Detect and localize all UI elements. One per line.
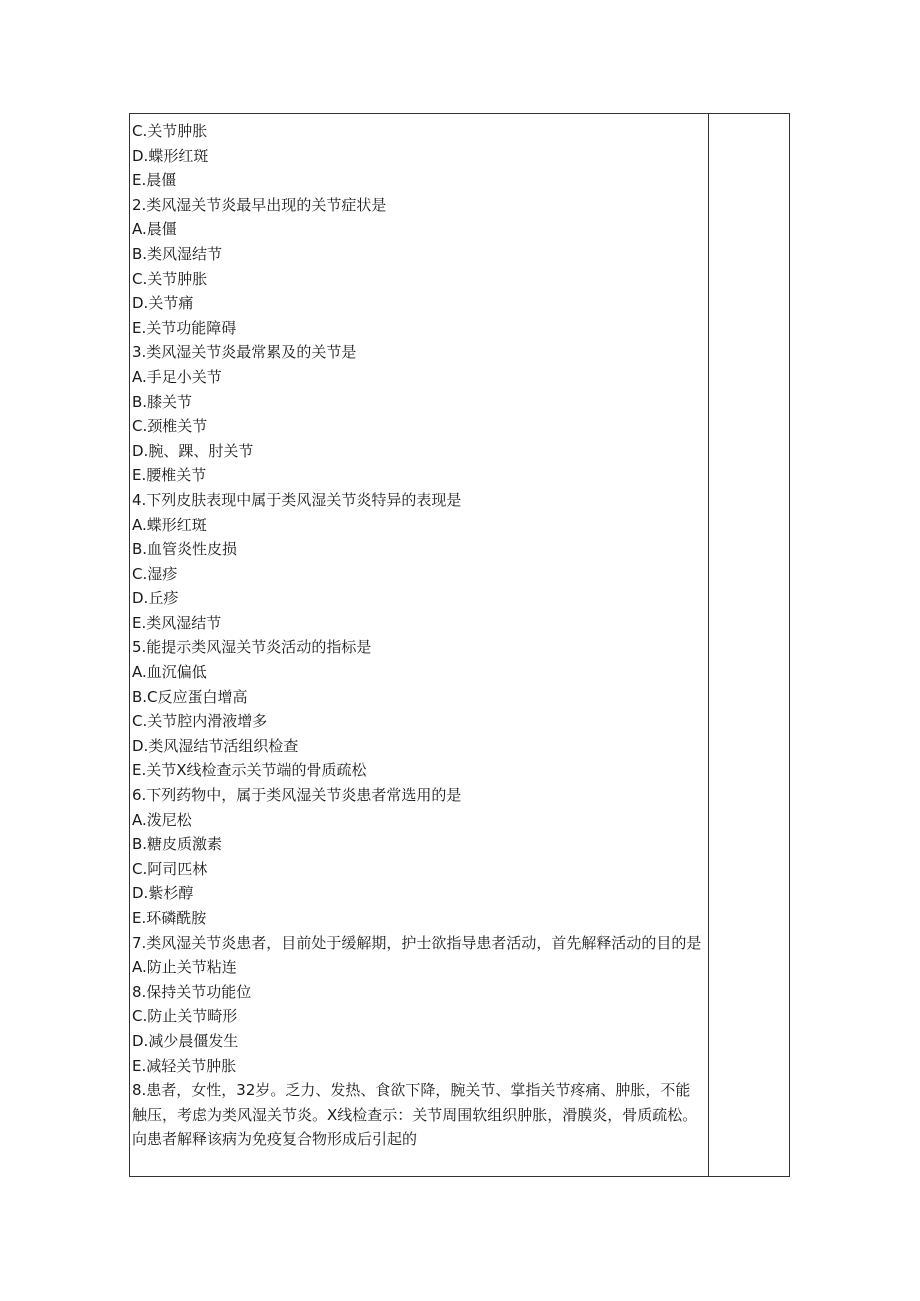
- question-cell: [130, 114, 709, 1176]
- text-line: D.腕、踝、肘关节: [132, 441, 254, 460]
- text-line: C.关节腔内滑液增多: [132, 712, 268, 731]
- question-stem: 6.下列药物中，属于类风湿关节炎患者常选用的是: [132, 786, 462, 805]
- text-line: C.颈椎关节: [132, 417, 208, 436]
- text-line: A.防止关节粘连: [132, 958, 237, 977]
- text-line: C.湿疹: [132, 564, 178, 583]
- question-stem: 3.类风湿关节炎最常累及的关节是: [132, 343, 357, 362]
- text-line: E.腰椎关节: [132, 466, 207, 485]
- text-line: 8.保持关节功能位: [132, 982, 252, 1001]
- text-line: E.类风湿结节: [132, 613, 222, 632]
- text-line: B.C反应蛋白增高: [132, 687, 248, 706]
- question-stem: 8.患者，女性，32岁。乏力、发热、食欲下降，腕关节、掌指关节疼痛、肿胀，不能触压，考虑为类风湿关节炎。X线检查示：关节周围软组织肿胀，滑膜炎，骨质疏松。向患者解释该病为免疫复合物形成后引起的: [132, 1081, 698, 1149]
- question-stem: 4.下列皮肤表现中属于类风湿关节炎特异的表现是: [132, 490, 462, 509]
- text-line: A.泼尼松: [132, 810, 192, 829]
- text-line: E.关节功能障碍: [132, 318, 237, 337]
- text-line: C.关节肿胀: [132, 122, 208, 140]
- text-line: B.膝关节: [132, 392, 193, 411]
- text-line: E.减轻关节肿胀: [132, 1056, 237, 1075]
- text-line: D.关节痛: [132, 294, 194, 313]
- text-line: D.丘疹: [132, 589, 179, 608]
- text-line: D.蝶形红斑: [132, 146, 209, 165]
- question-stem: 7.类风湿关节炎患者，目前处于缓解期，护士欲指导患者活动，首先解释活动的目的是: [132, 933, 702, 952]
- text-line: A.蝶形红斑: [132, 515, 207, 534]
- question-stem: 2.类风湿关节炎最早出现的关节症状是: [132, 195, 387, 214]
- text-line: D.类风湿结节活组织检查: [132, 736, 299, 755]
- text-line: B.血管炎性皮损: [132, 540, 238, 559]
- text-line: A.晨僵: [132, 220, 177, 239]
- text-line: A.血沉偏低: [132, 663, 207, 682]
- text-line: C.防止关节畸形: [132, 1007, 238, 1026]
- text-line: B.类风湿结节: [132, 244, 223, 263]
- text-line: D.减少晨僵发生: [132, 1031, 239, 1050]
- text-line: E.环磷酰胺: [132, 909, 207, 927]
- notes-cell: [709, 114, 789, 1176]
- text-line: C.关节肿胀: [132, 269, 208, 288]
- text-line: C.阿司匹林: [132, 859, 208, 878]
- text-line: B.糖皮质激素: [132, 835, 223, 854]
- text-line: E.晨僵: [132, 171, 177, 190]
- question-stem: 5.能提示类风湿关节炎活动的指标是: [132, 638, 372, 657]
- text-line: A.手足小关节: [132, 367, 222, 386]
- document-table: [129, 113, 790, 1177]
- text-line: D.紫杉醇: [132, 884, 194, 903]
- text-line: E.关节X线检查示关节端的骨质疏松: [132, 761, 367, 780]
